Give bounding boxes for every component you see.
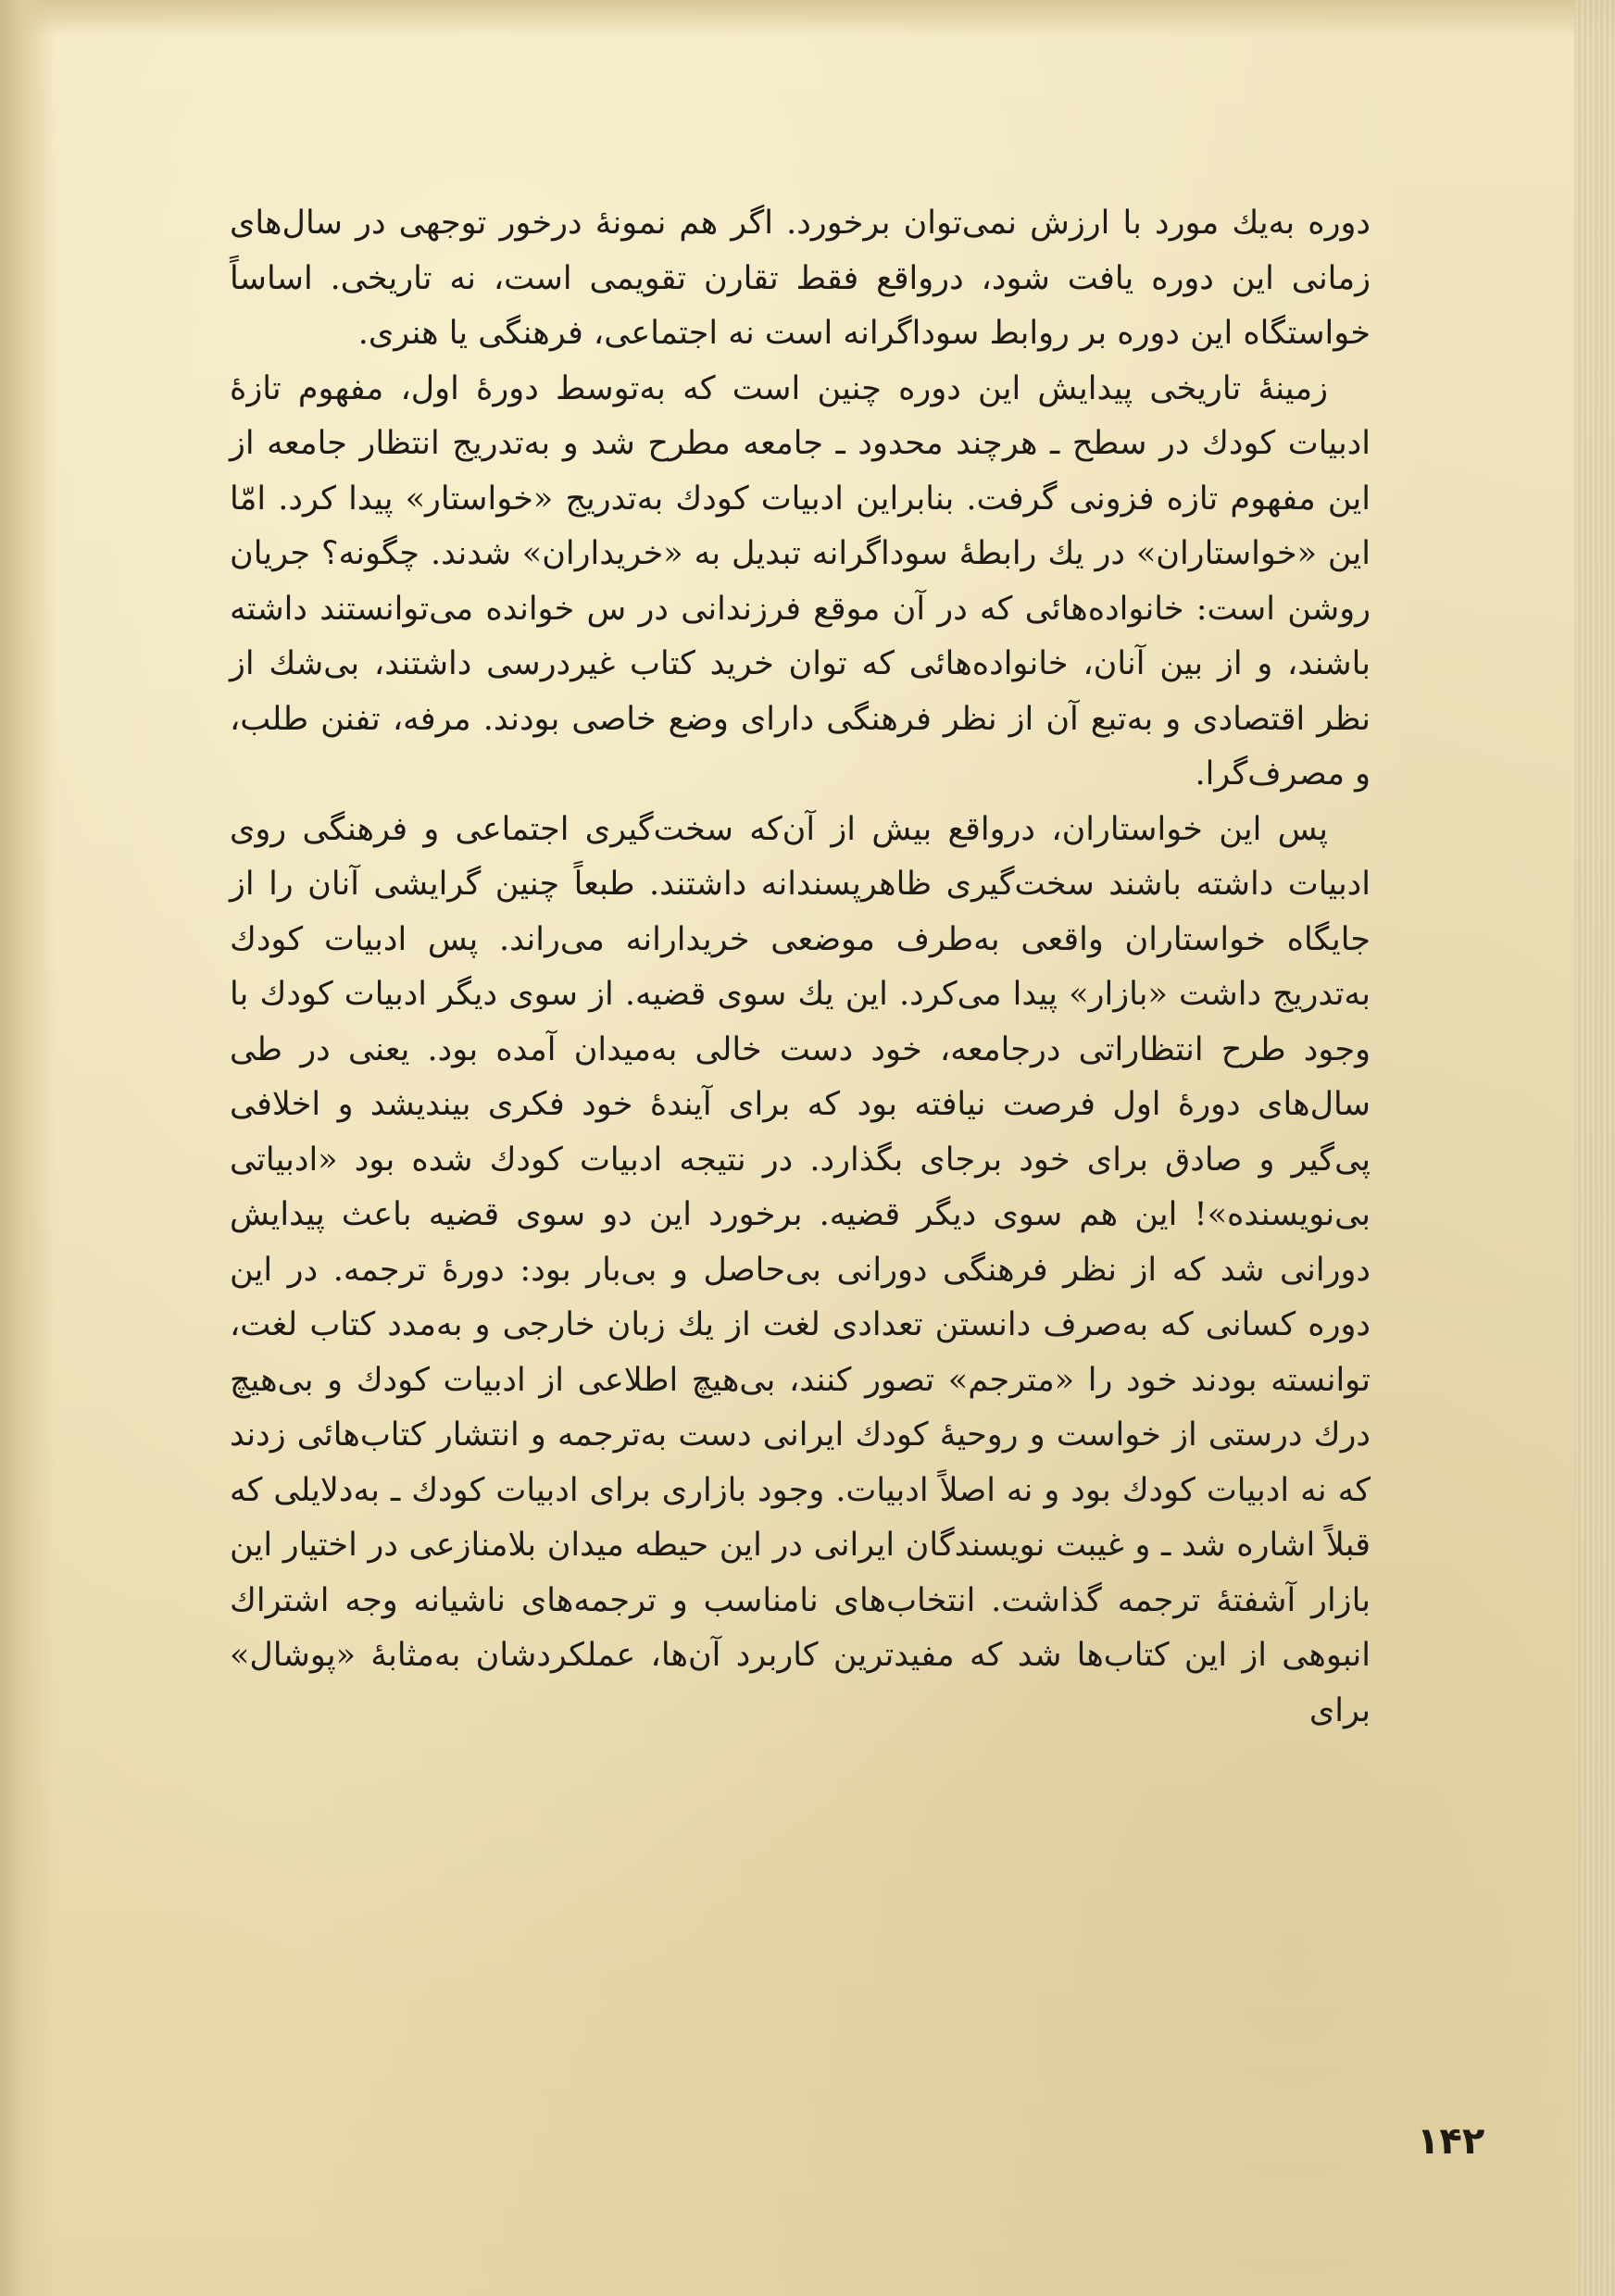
page-stack-edge — [1574, 0, 1615, 2296]
body-text — [230, 196, 1371, 1739]
paragraph-2: زمینهٔ تاریخی پیدایش این دوره چنین است که به‌توسط دورهٔ اول، مفهوم تازهٔ ادبیات كودك در سطح ـ هرچند محدود ـ جامعه مطرح شد و به‌تدریج انتظار جامعه از این مفهوم تازه فزونی گرفت. بنابراین ادبیات كودك به‌تدریج «خواستار» پیدا كرد. امّا این «خواستاران» در یك رابطهٔ سوداگرانه تبدیل به «خریداران» شدند. چگونه؟ جریان روشن است: خانواده‌هائی كه در آن موقع فرزندانی در س خوانده می‌توانستند داشته باشند، و از بین آنان، خانواده‌هائی كه توان خرید كتاب غیردرسی داشتند، بی‌شك از نظر اقتصادی و به‌تبع آن از نظر فرهنگی دارای وضع خاصی بودند. مرفه، تفنن طلب، و مصرف‌گرا. — [230, 369, 1371, 792]
paragraph-3: پس این خواستاران، درواقع بیش از آن‌كه سخت‌گیری اجتماعی و فرهنگی روی ادبیات داشته باشند سخت‌گیری ظاهرپسندانه داشتند. طبعاً چنین گرایشی آنان را از جایگاه خواستاران واقعی به‌طرف موضعی خریدارانه می‌راند. پس ادبیات كودك به‌تدریج داشت «بازار» پیدا می‌كرد. این یك سوی قضیه. از سوی دیگر ادبیات كودك با وجود طرح انتظاراتی درجامعه، خود دست خالی به‌میدان آمده بود. یعنی در طی سال‌های دورهٔ اول فرصت نیافته بود كه برای آیندهٔ خود فكری بیندیشد و اخلافی پی‌گیر و صادق برای خود برجای بگذارد. در نتیجه ادبیات كودك شده بود «ادبیاتی بی‌نویسنده»! این هم سوی دیگر قضیه. برخورد این دو سوی قضیه باعث پیدایش دورانی شد كه از نظر فرهنگی دورانی بی‌حاصل و بی‌بار بود: دورهٔ ترجمه. در این دوره كسانی كه به‌صرف دانستن تعدادی لغت از یك زبان خارجی و به‌مدد كتاب لغت، توانسته بودند خود را «مترجم» تصور كنند، بی‌هیچ اطلاعی از ادبیات كودك و بی‌هیچ درك درستی از خواست و روحیهٔ كودك ایرانی دست به‌ترجمه و انتشار كتاب‌هائی زدند كه نه ادبیات كودك بود و نه اصلاً ادبیات. وجود بازاری برای ادبیات كودك ـ به‌دلایلی كه قبلاً اشاره شد ـ و غیبت نویسندگان ایرانی در این حیطه میدان بلامنازعی در اختیار این بازار آشفتهٔ ترجمه گذاشت. انتخاب‌های نامناسب و ترجمه‌های ناشیانه وجه اشتراك انبوهی از این كتاب‌ها شد كه مفیدترین كاربرد آن‌ها، عملكردشان به‌مثابهٔ «پوشال» برای — [230, 810, 1371, 1729]
page-left-shadow — [0, 0, 56, 2296]
page-number: ۱۴۲ — [1417, 2120, 1485, 2163]
page-top-shadow — [0, 0, 1615, 37]
paragraph-1: دوره به‌یك مورد با ارزش نمی‌توان برخورد. اگر هم نمونهٔ درخور توجهی در سال‌های زمانی این دوره یافت شود، درواقع فقط تقارن تقویمی است، نه تاریخی. اساساً خواستگاه این دوره بر روابط سوداگرانه است نه اجتماعی، فرهنگی یا هنری. — [230, 205, 1371, 352]
